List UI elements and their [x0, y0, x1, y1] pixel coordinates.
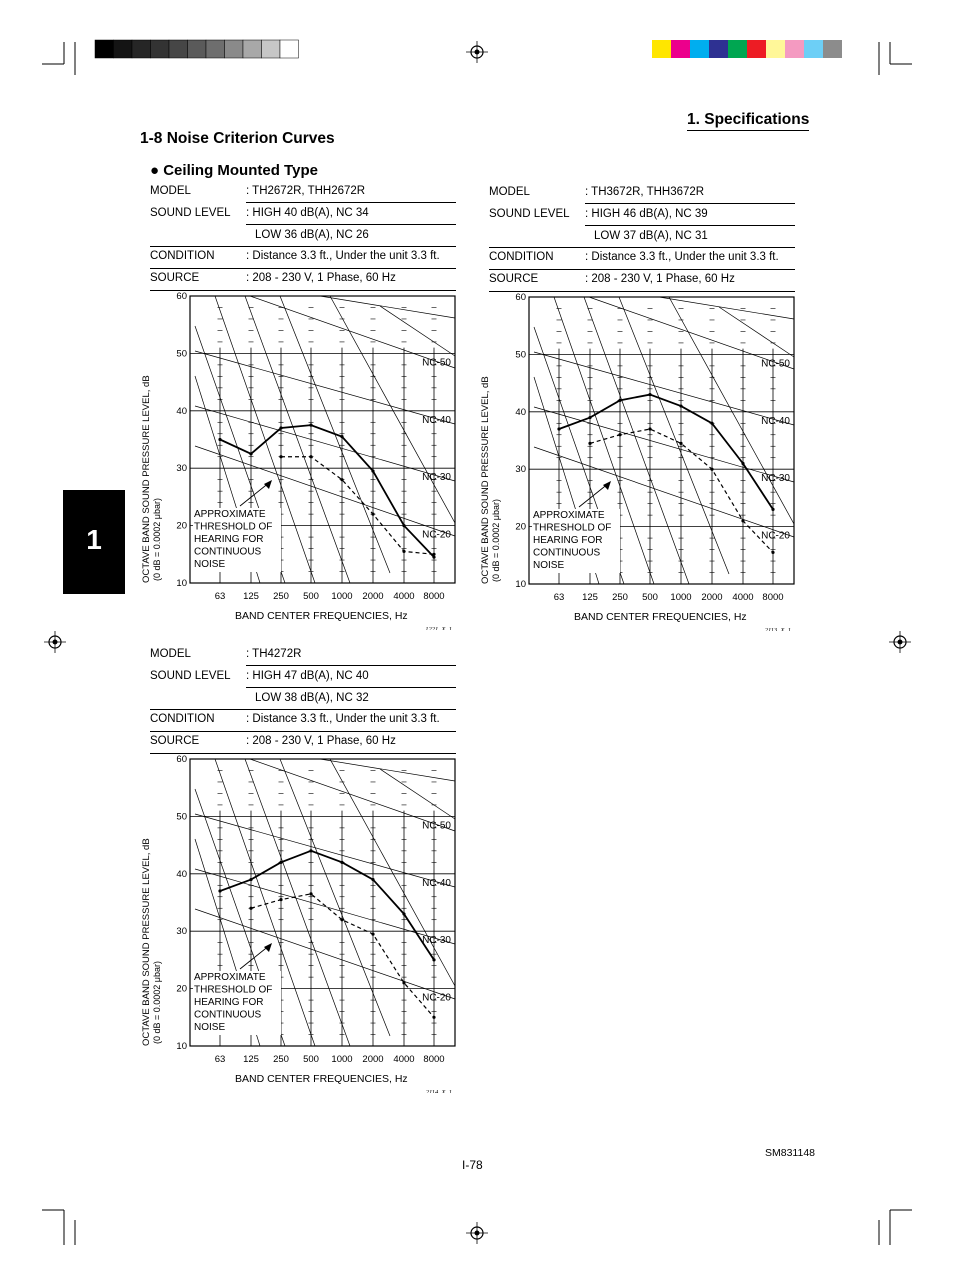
y-tick-label: 10 [176, 578, 187, 589]
data-point [679, 442, 682, 445]
spec-rule [585, 203, 795, 204]
nc-label: NC-50 [422, 357, 451, 369]
y-tick-label: 60 [515, 292, 526, 303]
data-point [309, 455, 312, 458]
x-tick-label: 63 [214, 591, 226, 602]
spec-row [150, 710, 456, 730]
figure-code: 2114_X_1 [425, 1089, 452, 1093]
spec-label: CONDITION [150, 250, 215, 262]
spec-row [150, 667, 456, 687]
data-point [588, 416, 591, 419]
spec-row [150, 732, 456, 752]
x-tick-label: 250 [273, 591, 289, 602]
spec-value: : TH2672R, THH2672R [246, 185, 366, 197]
data-point [218, 438, 221, 441]
y-tick-label: 30 [176, 463, 187, 475]
color-swatch [823, 40, 842, 58]
data-point [371, 932, 374, 935]
x-axis-label: BAND CENTER FREQUENCIES, Hz [574, 611, 747, 623]
spec-row [150, 645, 456, 665]
nc-curve [280, 759, 390, 1036]
data-point [618, 399, 621, 402]
spec-row [150, 182, 456, 202]
y-tick-label: 50 [176, 811, 187, 823]
chart-svg [140, 753, 470, 1093]
nc-label: NC-40 [422, 877, 451, 889]
data-point [340, 861, 343, 864]
spec-value: : HIGH 47 dB(A), NC 40 [246, 670, 369, 682]
y-axis-note: (0 dB = 0.0002 μbar) [491, 499, 501, 582]
annotation-arrow [240, 482, 270, 506]
color-swatch [652, 40, 671, 58]
annotation-line: HEARING FOR [194, 997, 264, 1008]
annotation-line: NOISE [194, 559, 226, 570]
gray-swatch [151, 40, 170, 58]
gray-swatch [280, 40, 299, 58]
spec-row [489, 205, 795, 225]
data-point [432, 1016, 435, 1019]
registration-target [466, 1222, 488, 1244]
annotation-arrow [240, 945, 270, 969]
nc-curve [380, 306, 455, 356]
chart-svg [140, 290, 470, 630]
series-high-line [220, 851, 434, 960]
color-swatch [690, 40, 709, 58]
spec-label: SOUND LEVEL [489, 208, 570, 220]
data-point [340, 478, 343, 481]
spec-value: : Distance 3.3 ft., Under the unit 3.3 ft. [246, 250, 440, 262]
chart-svg [479, 291, 809, 631]
nc-curve [330, 296, 455, 523]
annotation-line: THRESHOLD OF [194, 521, 273, 533]
nc-curve [195, 814, 455, 887]
spec-value: : HIGH 40 dB(A), NC 34 [246, 207, 369, 219]
nc-curve [195, 406, 455, 484]
nc-label: NC-30 [422, 935, 451, 947]
spec-value: : TH3672R, THH3672R [585, 186, 705, 198]
nc-label: NC-40 [761, 415, 790, 427]
nc-curve [534, 352, 794, 425]
spec-label: SOURCE [150, 272, 200, 284]
spec-row [489, 270, 795, 290]
data-point [279, 426, 282, 429]
data-point [279, 455, 282, 458]
annotation-line: APPROXIMATE [194, 509, 266, 520]
nc-curve [380, 769, 455, 819]
spec-rule [150, 268, 456, 269]
annotation-line: APPROXIMATE [194, 972, 266, 983]
data-point [340, 918, 343, 921]
x-axis-label: BAND CENTER FREQUENCIES, Hz [235, 1073, 408, 1085]
spec-value: : Distance 3.3 ft., Under the unit 3.3 ft. [585, 251, 779, 263]
spec-label: SOUND LEVEL [150, 670, 231, 682]
data-point [618, 433, 621, 436]
spec-row [150, 247, 456, 267]
nc-label: NC-20 [422, 529, 451, 541]
chapter-number: 1 [86, 524, 102, 555]
spec-label: MODEL [150, 648, 191, 660]
gray-swatch [132, 40, 151, 58]
data-point [432, 556, 435, 559]
x-tick-label: 8000 [423, 1054, 445, 1065]
x-tick-label: 2000 [362, 591, 384, 602]
annotation-line: HEARING FOR [194, 534, 264, 545]
spec-row [150, 204, 456, 224]
spec-label: SOURCE [150, 735, 200, 747]
nc-curve [195, 351, 455, 424]
data-point [249, 907, 252, 910]
data-point [741, 519, 744, 522]
x-tick-label: 63 [553, 592, 565, 603]
y-tick-label: 30 [176, 926, 187, 938]
nc-curve [719, 307, 794, 357]
spec-rule [585, 225, 795, 226]
gray-swatch [95, 40, 114, 58]
spec-rule [489, 247, 795, 248]
spec-rule [150, 246, 456, 247]
data-point [309, 424, 312, 427]
x-tick-label: 2000 [701, 592, 723, 603]
data-point [279, 861, 282, 864]
y-tick-label: 60 [176, 754, 187, 765]
spec-rule [246, 665, 456, 666]
data-point [371, 878, 374, 881]
spec-label: SOURCE [489, 273, 539, 285]
data-point [402, 912, 405, 915]
x-tick-label: 4000 [732, 592, 754, 603]
spec-label: SOUND LEVEL [150, 207, 231, 219]
spec-row [150, 269, 456, 289]
spec-rule [489, 269, 795, 270]
spec-rule [150, 731, 456, 732]
nc-label: NC-50 [761, 358, 790, 370]
x-tick-label: 1000 [670, 592, 692, 603]
x-tick-label: 500 [303, 1054, 319, 1065]
data-point [432, 553, 435, 556]
y-tick-label: 20 [176, 983, 187, 995]
x-tick-label: 500 [642, 592, 658, 603]
nc-chart [479, 291, 809, 631]
data-point [679, 404, 682, 407]
arrow-head [264, 480, 272, 489]
data-point [710, 422, 713, 425]
nc-chart [140, 753, 470, 1093]
x-tick-label: 8000 [423, 591, 445, 602]
document-code: SM831148 [765, 1147, 816, 1159]
color-swatch [766, 40, 785, 58]
spec-label: CONDITION [489, 251, 554, 263]
registration-target [889, 631, 911, 653]
x-tick-label: 2000 [362, 1054, 384, 1065]
section-title: 1-8 Noise Criterion Curves [140, 130, 335, 147]
y-tick-label: 20 [515, 521, 526, 533]
y-tick-label: 40 [176, 868, 187, 880]
annotation-line: HEARING FOR [533, 535, 603, 546]
x-tick-label: 1000 [331, 1054, 353, 1065]
spec-value: LOW 37 dB(A), NC 31 [594, 230, 708, 242]
spec-row [489, 248, 795, 268]
annotation-line: NOISE [194, 1022, 226, 1033]
y-axis-label: OCTAVE BAND SOUND PRESSURE LEVEL, dB [141, 838, 152, 1046]
registration-target [466, 41, 488, 63]
spec-value: : 208 - 230 V, 1 Phase, 60 Hz [246, 272, 396, 284]
subsection-title: ● Ceiling Mounted Type [150, 162, 318, 179]
gray-swatch [169, 40, 188, 58]
y-tick-label: 30 [515, 464, 526, 476]
spec-value: LOW 36 dB(A), NC 26 [255, 229, 369, 241]
series-low-line [281, 457, 434, 555]
data-point [309, 849, 312, 852]
nc-label: NC-40 [422, 414, 451, 426]
x-tick-label: 63 [214, 1054, 226, 1065]
x-axis-label: BAND CENTER FREQUENCIES, Hz [235, 610, 408, 622]
color-swatch [671, 40, 690, 58]
data-point [402, 524, 405, 527]
color-swatch [747, 40, 766, 58]
spec-value: : 208 - 230 V, 1 Phase, 60 Hz [246, 735, 396, 747]
spec-row [489, 227, 795, 247]
color-swatch [728, 40, 747, 58]
spec-rule [246, 224, 456, 225]
annotation-line: THRESHOLD OF [533, 522, 612, 534]
data-point [710, 468, 713, 471]
x-tick-label: 250 [273, 1054, 289, 1065]
spec-value: : TH4272R [246, 648, 302, 660]
gray-swatch [225, 40, 244, 58]
nc-chart [140, 290, 470, 630]
gray-swatch [206, 40, 225, 58]
annotation-line: THRESHOLD OF [194, 984, 273, 996]
spec-row [150, 689, 456, 709]
annotation-line: CONTINUOUS [533, 547, 601, 559]
data-point [588, 442, 591, 445]
spec-label: MODEL [150, 185, 191, 197]
data-point [249, 452, 252, 455]
arrow-head [603, 481, 611, 490]
figure-code: 2113_X_1 [764, 627, 791, 631]
x-tick-label: 4000 [393, 1054, 415, 1065]
y-tick-label: 50 [176, 348, 187, 360]
spec-rule [246, 202, 456, 203]
nc-label: NC-20 [422, 992, 451, 1004]
y-tick-label: 50 [515, 349, 526, 361]
data-point [741, 462, 744, 465]
spec-row [150, 226, 456, 246]
gray-swatch [243, 40, 262, 58]
data-point [648, 427, 651, 430]
data-point [340, 435, 343, 438]
y-tick-label: 40 [176, 405, 187, 417]
spec-row [489, 183, 795, 203]
x-tick-label: 1000 [331, 591, 353, 602]
data-point [432, 958, 435, 961]
data-point [648, 393, 651, 396]
spec-value: : 208 - 230 V, 1 Phase, 60 Hz [585, 273, 735, 285]
data-point [771, 551, 774, 554]
data-point [371, 469, 374, 472]
y-axis-label: OCTAVE BAND SOUND PRESSURE LEVEL, dB [141, 375, 152, 583]
arrow-head [264, 943, 272, 952]
nc-label: NC-50 [422, 820, 451, 832]
x-tick-label: 500 [303, 591, 319, 602]
data-point [309, 892, 312, 895]
data-point [771, 508, 774, 511]
registration-target [44, 631, 66, 653]
spec-label: MODEL [489, 186, 530, 198]
y-tick-label: 20 [176, 520, 187, 532]
color-swatch [785, 40, 804, 58]
x-tick-label: 125 [243, 1054, 259, 1065]
data-point [218, 889, 221, 892]
nc-curve [619, 297, 729, 574]
data-point [249, 878, 252, 881]
x-tick-label: 4000 [393, 591, 415, 602]
y-tick-label: 10 [176, 1041, 187, 1052]
x-tick-label: 125 [582, 592, 598, 603]
chapter-tab [63, 490, 125, 594]
y-axis-label: OCTAVE BAND SOUND PRESSURE LEVEL, dB [480, 376, 491, 584]
annotation-line: CONTINUOUS [194, 1009, 262, 1021]
y-tick-label: 10 [515, 579, 526, 590]
annotation-arrow [579, 483, 609, 507]
data-point [371, 513, 374, 516]
spec-value: : HIGH 46 dB(A), NC 39 [585, 208, 708, 220]
y-axis-note: (0 dB = 0.0002 μbar) [152, 961, 162, 1044]
y-tick-label: 40 [515, 406, 526, 418]
x-tick-label: 125 [243, 591, 259, 602]
nc-label: NC-30 [422, 472, 451, 484]
gray-swatch [262, 40, 281, 58]
data-point [557, 427, 560, 430]
nc-curve [330, 759, 455, 986]
page-number: I-78 [462, 1158, 483, 1172]
data-point [402, 550, 405, 553]
annotation-line: NOISE [533, 560, 565, 571]
figure-code: 1221_X_1 [425, 626, 452, 630]
section-header: 1. Specifications [687, 111, 809, 131]
nc-label: NC-20 [761, 530, 790, 542]
data-point [402, 981, 405, 984]
gray-swatch [188, 40, 207, 58]
spec-value: : Distance 3.3 ft., Under the unit 3.3 ft. [246, 713, 440, 725]
y-axis-note: (0 dB = 0.0002 μbar) [152, 498, 162, 581]
x-tick-label: 8000 [762, 592, 784, 603]
color-swatch [709, 40, 728, 58]
spec-rule [246, 687, 456, 688]
annotation-line: CONTINUOUS [194, 546, 262, 558]
x-tick-label: 250 [612, 592, 628, 603]
spec-rule [150, 709, 456, 710]
annotation-line: APPROXIMATE [533, 510, 605, 521]
data-point [279, 898, 282, 901]
y-tick-label: 60 [176, 291, 187, 302]
gray-swatch [114, 40, 133, 58]
nc-label: NC-30 [761, 473, 790, 485]
spec-label: CONDITION [150, 713, 215, 725]
spec-value: LOW 38 dB(A), NC 32 [255, 692, 369, 704]
color-swatch [804, 40, 823, 58]
nc-curve [534, 407, 794, 485]
